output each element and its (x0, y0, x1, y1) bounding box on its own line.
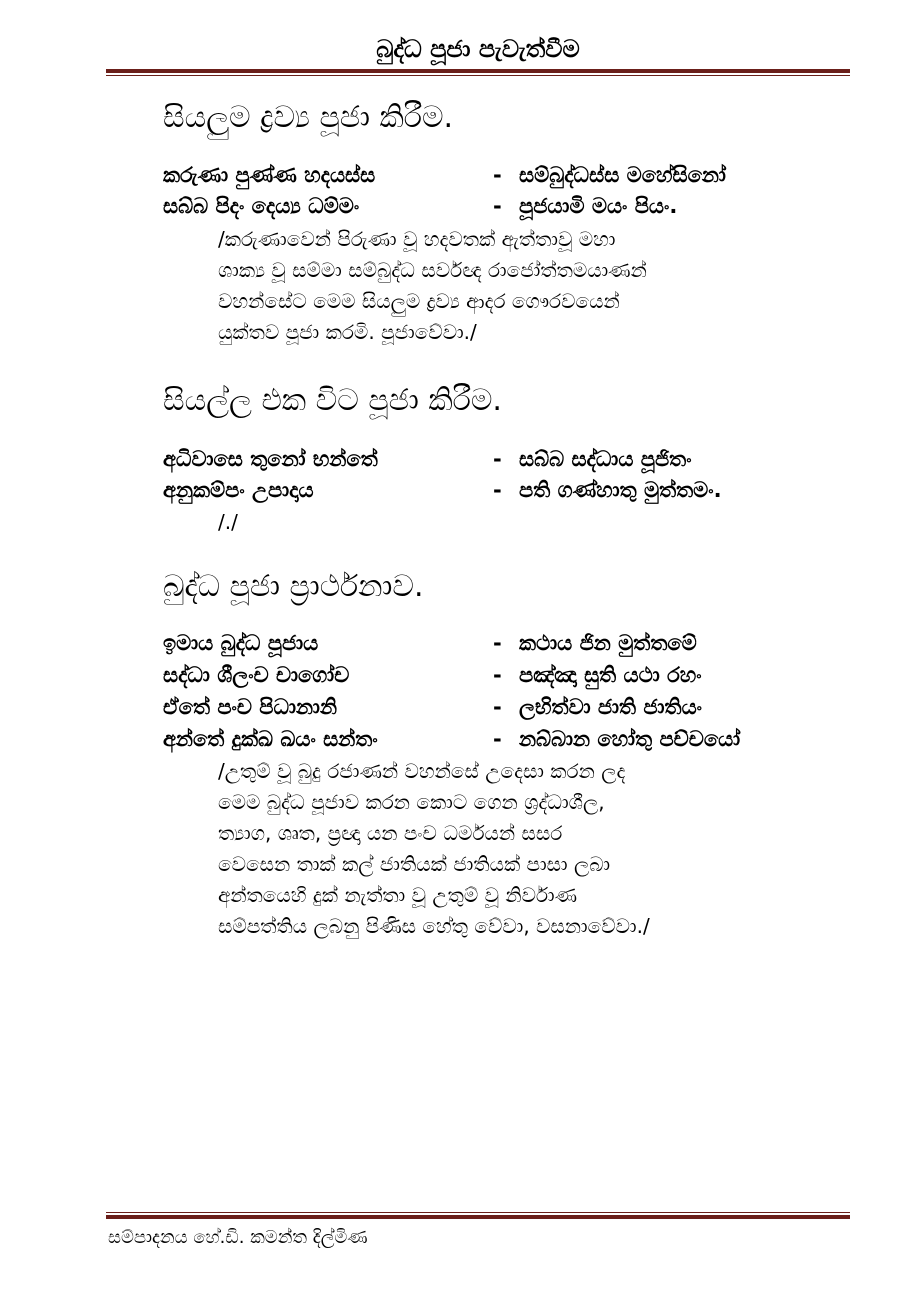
translation-line: මෙම බුද්ධ පූජාව කරන කොට ගෙන ශ්‍රද්ධාශීල, (218, 790, 605, 814)
header-rule-thin (106, 75, 850, 76)
translation-line: යුක්තව පූජා කරමි. පූජාවේවා./ (218, 320, 477, 344)
verse-dash: - (493, 631, 502, 655)
verse-line (163, 191, 677, 222)
verse-line (163, 444, 692, 475)
verse-right: සම්බුද්ධස්ස මහේසිනෝ (519, 163, 726, 187)
verse-right: සබ්බ සද්ධාය පූජිතං (519, 447, 692, 471)
section-heading: සියලුම ද්‍රව්‍ය පූජා කිරීම. (163, 100, 454, 135)
translation-line: වහන්සේට මෙම සියලුම ද්‍රව්‍ය ආදර ගෞරවයෙන් (218, 289, 620, 313)
footer-rule-thin (106, 1212, 850, 1213)
translation-line: ශාක්‍ය වූ සම්මා සම්බුද්ධ සර්වඥ රාජෝත්තමයාණන් (218, 258, 647, 282)
header-rule-thick (106, 69, 850, 73)
verse-line (163, 660, 702, 691)
translation-line: වෙසෙන තාක් කල් ජාතියක් ජාතියක් පාසා ලබා (218, 852, 611, 876)
verse-left: කරුණා පුණ්ණ හදයස්ස (163, 163, 376, 187)
verse-right: නබ්බාන හෝතු පච්චයෝ (519, 727, 741, 751)
verse-line (163, 628, 697, 659)
translation-line: /කරුණාවෙන් පිරුණා වූ හදවතක් ඇත්තාවූ මහා (218, 227, 616, 251)
page-header-title: බුද්ධ පූජා පැවැත්වීම (376, 35, 580, 63)
verse-left: ඉමාය බුද්ධ පූජාය (163, 631, 319, 655)
verse-dash: - (493, 163, 502, 187)
verse-line (163, 692, 702, 723)
verse-left: අන්තේ දුක්ඛ ඛයං සන්තං (163, 727, 378, 751)
verse-left: සද්ධා ශීලංච චාගෝච (163, 663, 350, 687)
verse-dash: - (493, 663, 502, 687)
verse-line (163, 160, 726, 191)
verse-dash: - (493, 727, 502, 751)
verse-dash: - (493, 695, 502, 719)
verse-left: සබ්බ පිදං දෙය්‍ය ධම්මං (163, 194, 360, 218)
translation-line: /උතුම් වූ බුදු රජාණන් වහන්සේ උදෙසා කරන ලද (218, 759, 626, 783)
translation-line: ත්‍යාග, ශෘත, ප්‍රඥා යන පංච ධර්මයන් සසර (218, 821, 563, 845)
translation-block (218, 507, 848, 538)
verse-right: කථාය ජින මුත්තමේ (519, 631, 697, 655)
section-heading: සියල්ල එක විට පූජා කිරීම. (163, 383, 502, 418)
verse-right: පූජයාමි මයං පියං. (519, 194, 678, 218)
verse-right: ලභිත්වා ජාති ජාතියං (519, 695, 703, 719)
translation-block (218, 224, 848, 348)
translation-line: /./ (218, 510, 238, 534)
footer-credit: සම්පාදනය හේ.ඩි. කමන්ත දිල්මිණ (108, 1227, 368, 1248)
translation-line: සම්පත්තිය ලබනු පිණිස හේතු වේවා, වසනාවේවා./ (218, 914, 650, 938)
verse-left: අධිවාසෙ තුනෝ භන්තේ (163, 447, 378, 471)
verse-right: පඤ්ඤා සුති යථා රහං (519, 663, 702, 687)
footer-rule-thick (106, 1215, 850, 1219)
verse-line (163, 475, 722, 506)
verse-line (163, 724, 740, 755)
translation-block (218, 756, 848, 942)
verse-left: ඒතේ පංච පිධානානි (163, 695, 337, 719)
verse-right: පති ගණ්හාතු මුත්තමං. (519, 478, 722, 502)
translation-line: අන්තයෙහි දුක් නැත්තා වූ උතුම් වූ නිර්වාණ (218, 883, 578, 907)
verse-left: අනුකම්පං උපාදාය (163, 478, 314, 502)
section-heading: බුද්ධ පූජා ප්‍රාර්ථනාව. (163, 569, 424, 604)
verse-dash: - (493, 447, 502, 471)
verse-dash: - (493, 194, 502, 218)
verse-dash: - (493, 478, 502, 502)
